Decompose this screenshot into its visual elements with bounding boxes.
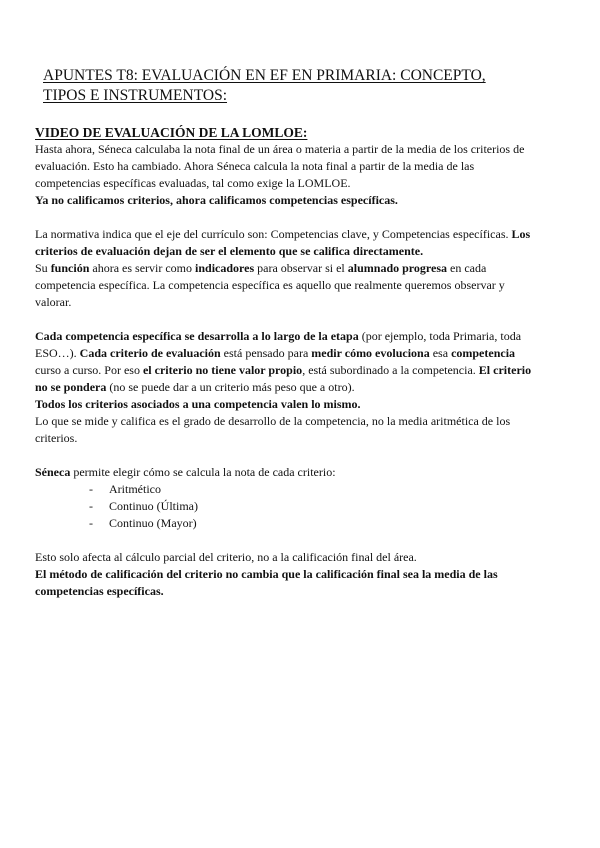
paragraph-competencia: [35, 328, 538, 396]
document-title-line-1: APUNTES T8: EVALUACIÓN EN EF EN PRIMARIA: CONCEPTO,: [43, 67, 486, 84]
paragraph-calculo: Esto solo afecta al cálculo parcial del criterio, no a la calificación final del área.: [35, 550, 417, 564]
text-run-bold: Los criterios de evaluación dejan de ser el elemento que se califica directamente.: [35, 227, 531, 258]
text-run-bold: Cada criterio de evaluación: [79, 346, 221, 360]
paragraph-seneca: [35, 464, 538, 481]
spacer: [35, 209, 538, 226]
text-run: en cada competencia específica. La competencia específica es aquello que realmente queremos observar y valorar.: [35, 261, 505, 309]
list-item: - Continuo (Mayor): [89, 515, 538, 532]
text-run-bold: Séneca: [35, 465, 71, 479]
text-run-bold: el criterio no tiene valor propio: [142, 363, 303, 377]
paragraph-normativa: [35, 226, 538, 260]
text-run-bold: función: [50, 261, 90, 275]
spacer: [35, 447, 538, 464]
spacer: [35, 532, 538, 549]
text-run: esa: [429, 346, 452, 360]
text-run: permite elegir cómo se calcula la nota de cada criterio:: [70, 465, 336, 479]
text-run: Su: [35, 261, 51, 275]
document-title: [43, 66, 538, 106]
text-run: ahora es servir como: [89, 261, 196, 275]
text-run: está pensado para: [220, 346, 312, 360]
text-run: para observar si el: [254, 261, 348, 275]
text-run: (no se puede dar a un criterio más peso que a otro).: [106, 380, 355, 394]
spacer: [35, 311, 538, 328]
text-run-bold: alumnado progresa: [347, 261, 448, 275]
paragraph-intro-emphasis: Ya no calificamos criterios, ahora calificamos competencias específicas.: [35, 193, 398, 207]
text-run-bold: El criterio no se pondera: [35, 363, 532, 394]
text-run-bold: medir cómo evoluciona: [311, 346, 430, 360]
text-run-bold: Cada competencia específica se desarrolla a lo largo de la etapa: [35, 329, 359, 343]
text-run: , está subordinado a la competencia.: [302, 363, 479, 377]
method-list: [35, 481, 538, 532]
text-run: curso a curso. Por eso: [35, 363, 143, 377]
list-item: - Continuo (Última): [89, 498, 538, 515]
document-title-line-2: TIPOS E INSTRUMENTOS:: [43, 87, 228, 104]
text-run: (por ejemplo, toda Primaria, toda ESO…).: [35, 329, 522, 360]
text-run: La normativa indica que el eje del currículo son: Competencias clave, y Competencias específicas.: [35, 227, 512, 241]
list-item: - Aritmético: [89, 481, 538, 498]
section-heading: VIDEO DE EVALUACIÓN DE LA LOMLOE:: [35, 125, 308, 140]
text-run-bold: competencia: [451, 346, 516, 360]
paragraph-criterios-emphasis: Todos los criterios asociados a una competencia valen lo mismo.: [35, 397, 361, 411]
paragraph-intro: Hasta ahora, Séneca calculaba la nota final de un área o materia a partir de la media de los criterios de evaluación. Esto ha cambiado. Ahora Séneca calcula la nota final a partir de la media de las competencias específicas evaluadas, tal como exige la LOMLOE.: [35, 142, 525, 190]
paragraph-funcion: [35, 260, 538, 311]
text-run-bold: indicadores: [195, 261, 255, 275]
paragraph-grado: Lo que se mide y califica es el grado de desarrollo de la competencia, no la media aritmética de los criterios.: [35, 414, 511, 445]
paragraph-conclusion-emphasis: El método de calificación del criterio no cambia que la calificación final sea la media de las competencias específicas.: [35, 567, 498, 598]
